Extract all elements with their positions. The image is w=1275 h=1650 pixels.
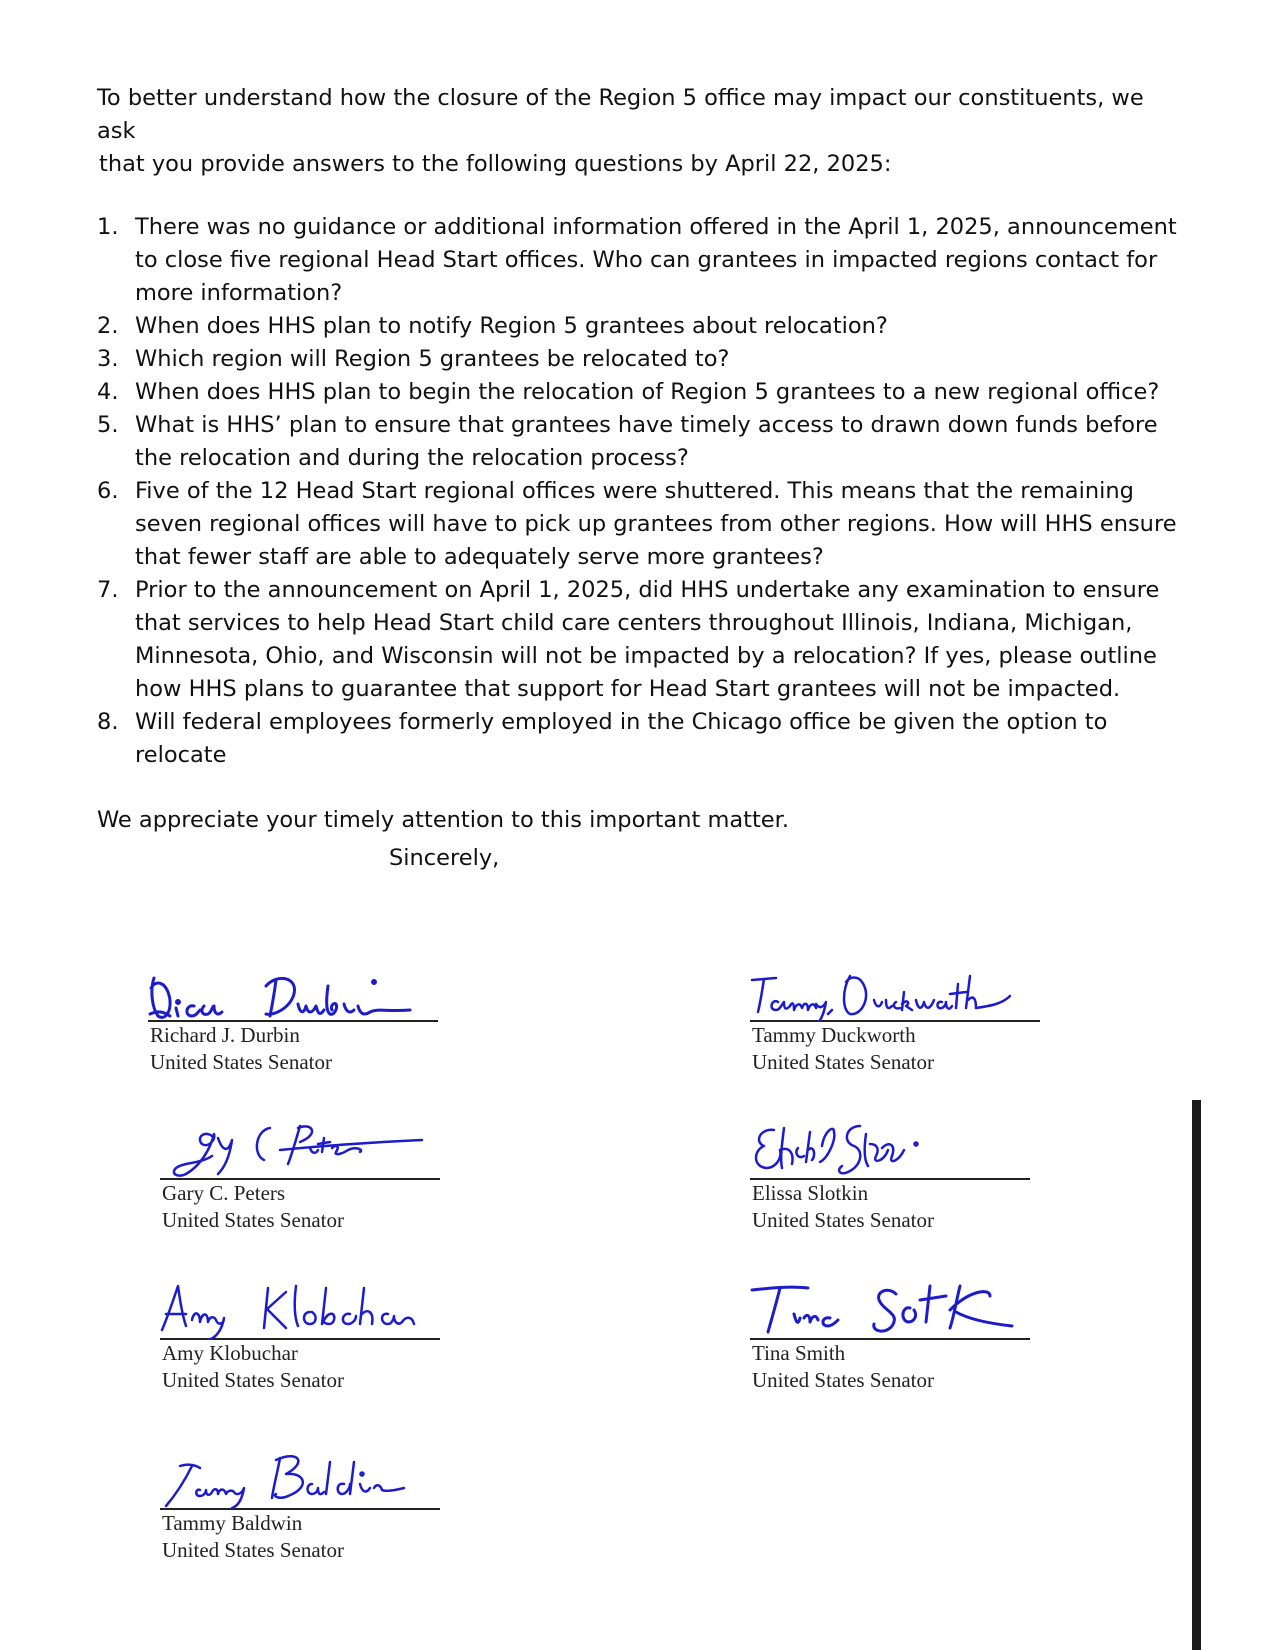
sincerely-text: Sincerely,	[389, 845, 500, 871]
signer-name: Tina Smith	[752, 1341, 846, 1365]
list-number: 1.	[97, 214, 119, 240]
signature-block-smith	[750, 1280, 1030, 1394]
signer-name: Richard J. Durbin	[150, 1023, 300, 1047]
signature-baldwin-image	[160, 1448, 440, 1510]
question-text: Five of the 12 Head Start regional offices were shuttered. This means that the remaining seven regional offices will have to pick up grantees from other regions. How will HHS ensure that fewer staff are able to adequately serve more grantees?	[135, 478, 1177, 570]
list-number: 2.	[97, 313, 119, 339]
signature-duckworth-image	[750, 970, 1040, 1022]
signer-name: Amy Klobuchar	[162, 1341, 298, 1365]
signer-name: Gary C. Peters	[162, 1181, 286, 1205]
signer-name: Elissa Slotkin	[752, 1181, 869, 1205]
signer-title: United States Senator	[752, 1368, 934, 1392]
scrollbar[interactable]	[1192, 1100, 1201, 1650]
list-number: 5.	[97, 412, 119, 438]
signer-title: United States Senator	[752, 1050, 934, 1074]
list-item	[97, 409, 1182, 475]
question-text: Prior to the announcement on April 1, 2025, did HHS undertake any examination to ensure that services to help Head Start child care centers throughout Illinois, Indiana, Michigan, Minnesota, Ohio, and Wisconsin will not be impacted by a relocation? If yes, please outline how HHS plans to guarantee that support for Head Start grantees will not be impacted.	[135, 577, 1160, 702]
list-item	[97, 475, 1182, 574]
signer-name: Tammy Duckworth	[752, 1023, 916, 1047]
signer-title: United States Senator	[162, 1208, 344, 1232]
signer-title: United States Senator	[162, 1538, 344, 1562]
signature-block-klobuchar	[160, 1280, 440, 1394]
signature-klobuchar-image	[160, 1280, 440, 1340]
question-text: What is HHS’ plan to ensure that grantees have timely access to drawn down funds before the relocation and during the relocation process?	[135, 412, 1158, 471]
signature-block-duckworth	[750, 970, 1040, 1076]
signature-block-slotkin	[750, 1120, 1030, 1234]
intro-line-1: To better understand how the closure of the Region 5 office may impact our constituents, we ask	[97, 85, 1144, 144]
questions-list	[97, 211, 1182, 772]
signature-slotkin-image	[750, 1120, 1030, 1180]
intro-paragraph	[97, 82, 1182, 181]
signature-block-peters	[160, 1120, 440, 1234]
list-item	[97, 211, 1182, 310]
signature-block-durbin	[148, 970, 438, 1076]
signer-title: United States Senator	[150, 1050, 332, 1074]
closing-sentence: We appreciate your timely attention to this important matter.	[97, 807, 789, 833]
signer-title: United States Senator	[162, 1368, 344, 1392]
question-text: When does HHS plan to begin the relocation of Region 5 grantees to a new regional office?	[135, 379, 1160, 405]
list-number: 7.	[97, 577, 119, 603]
list-number: 3.	[97, 346, 119, 372]
list-item	[97, 376, 1182, 409]
list-item	[97, 343, 1182, 376]
question-text: Which region will Region 5 grantees be relocated to?	[135, 346, 730, 372]
list-item	[97, 574, 1182, 706]
letter-body	[97, 82, 1182, 837]
list-number: 4.	[97, 379, 119, 405]
question-text: There was no guidance or additional information offered in the April 1, 2025, announcement to close five regional Head Start offices. Who can grantees in impacted regions contact for more information?	[135, 214, 1177, 306]
question-text: Will federal employees formerly employed in the Chicago office be given the option to relocate	[135, 709, 1108, 768]
list-item	[97, 706, 1182, 772]
intro-line-2: that you provide answers to the following questions by April 22, 2025:	[99, 151, 892, 177]
list-item	[97, 310, 1182, 343]
signature-block-baldwin	[160, 1448, 440, 1564]
signer-name: Tammy Baldwin	[162, 1511, 303, 1535]
list-number: 6.	[97, 478, 119, 504]
signature-peters-image	[160, 1120, 440, 1180]
signature-smith-image	[750, 1280, 1030, 1340]
question-text: When does HHS plan to notify Region 5 grantees about relocation?	[135, 313, 888, 339]
signer-title: United States Senator	[752, 1208, 934, 1232]
signature-durbin-image	[148, 970, 438, 1022]
list-number: 8.	[97, 709, 119, 735]
